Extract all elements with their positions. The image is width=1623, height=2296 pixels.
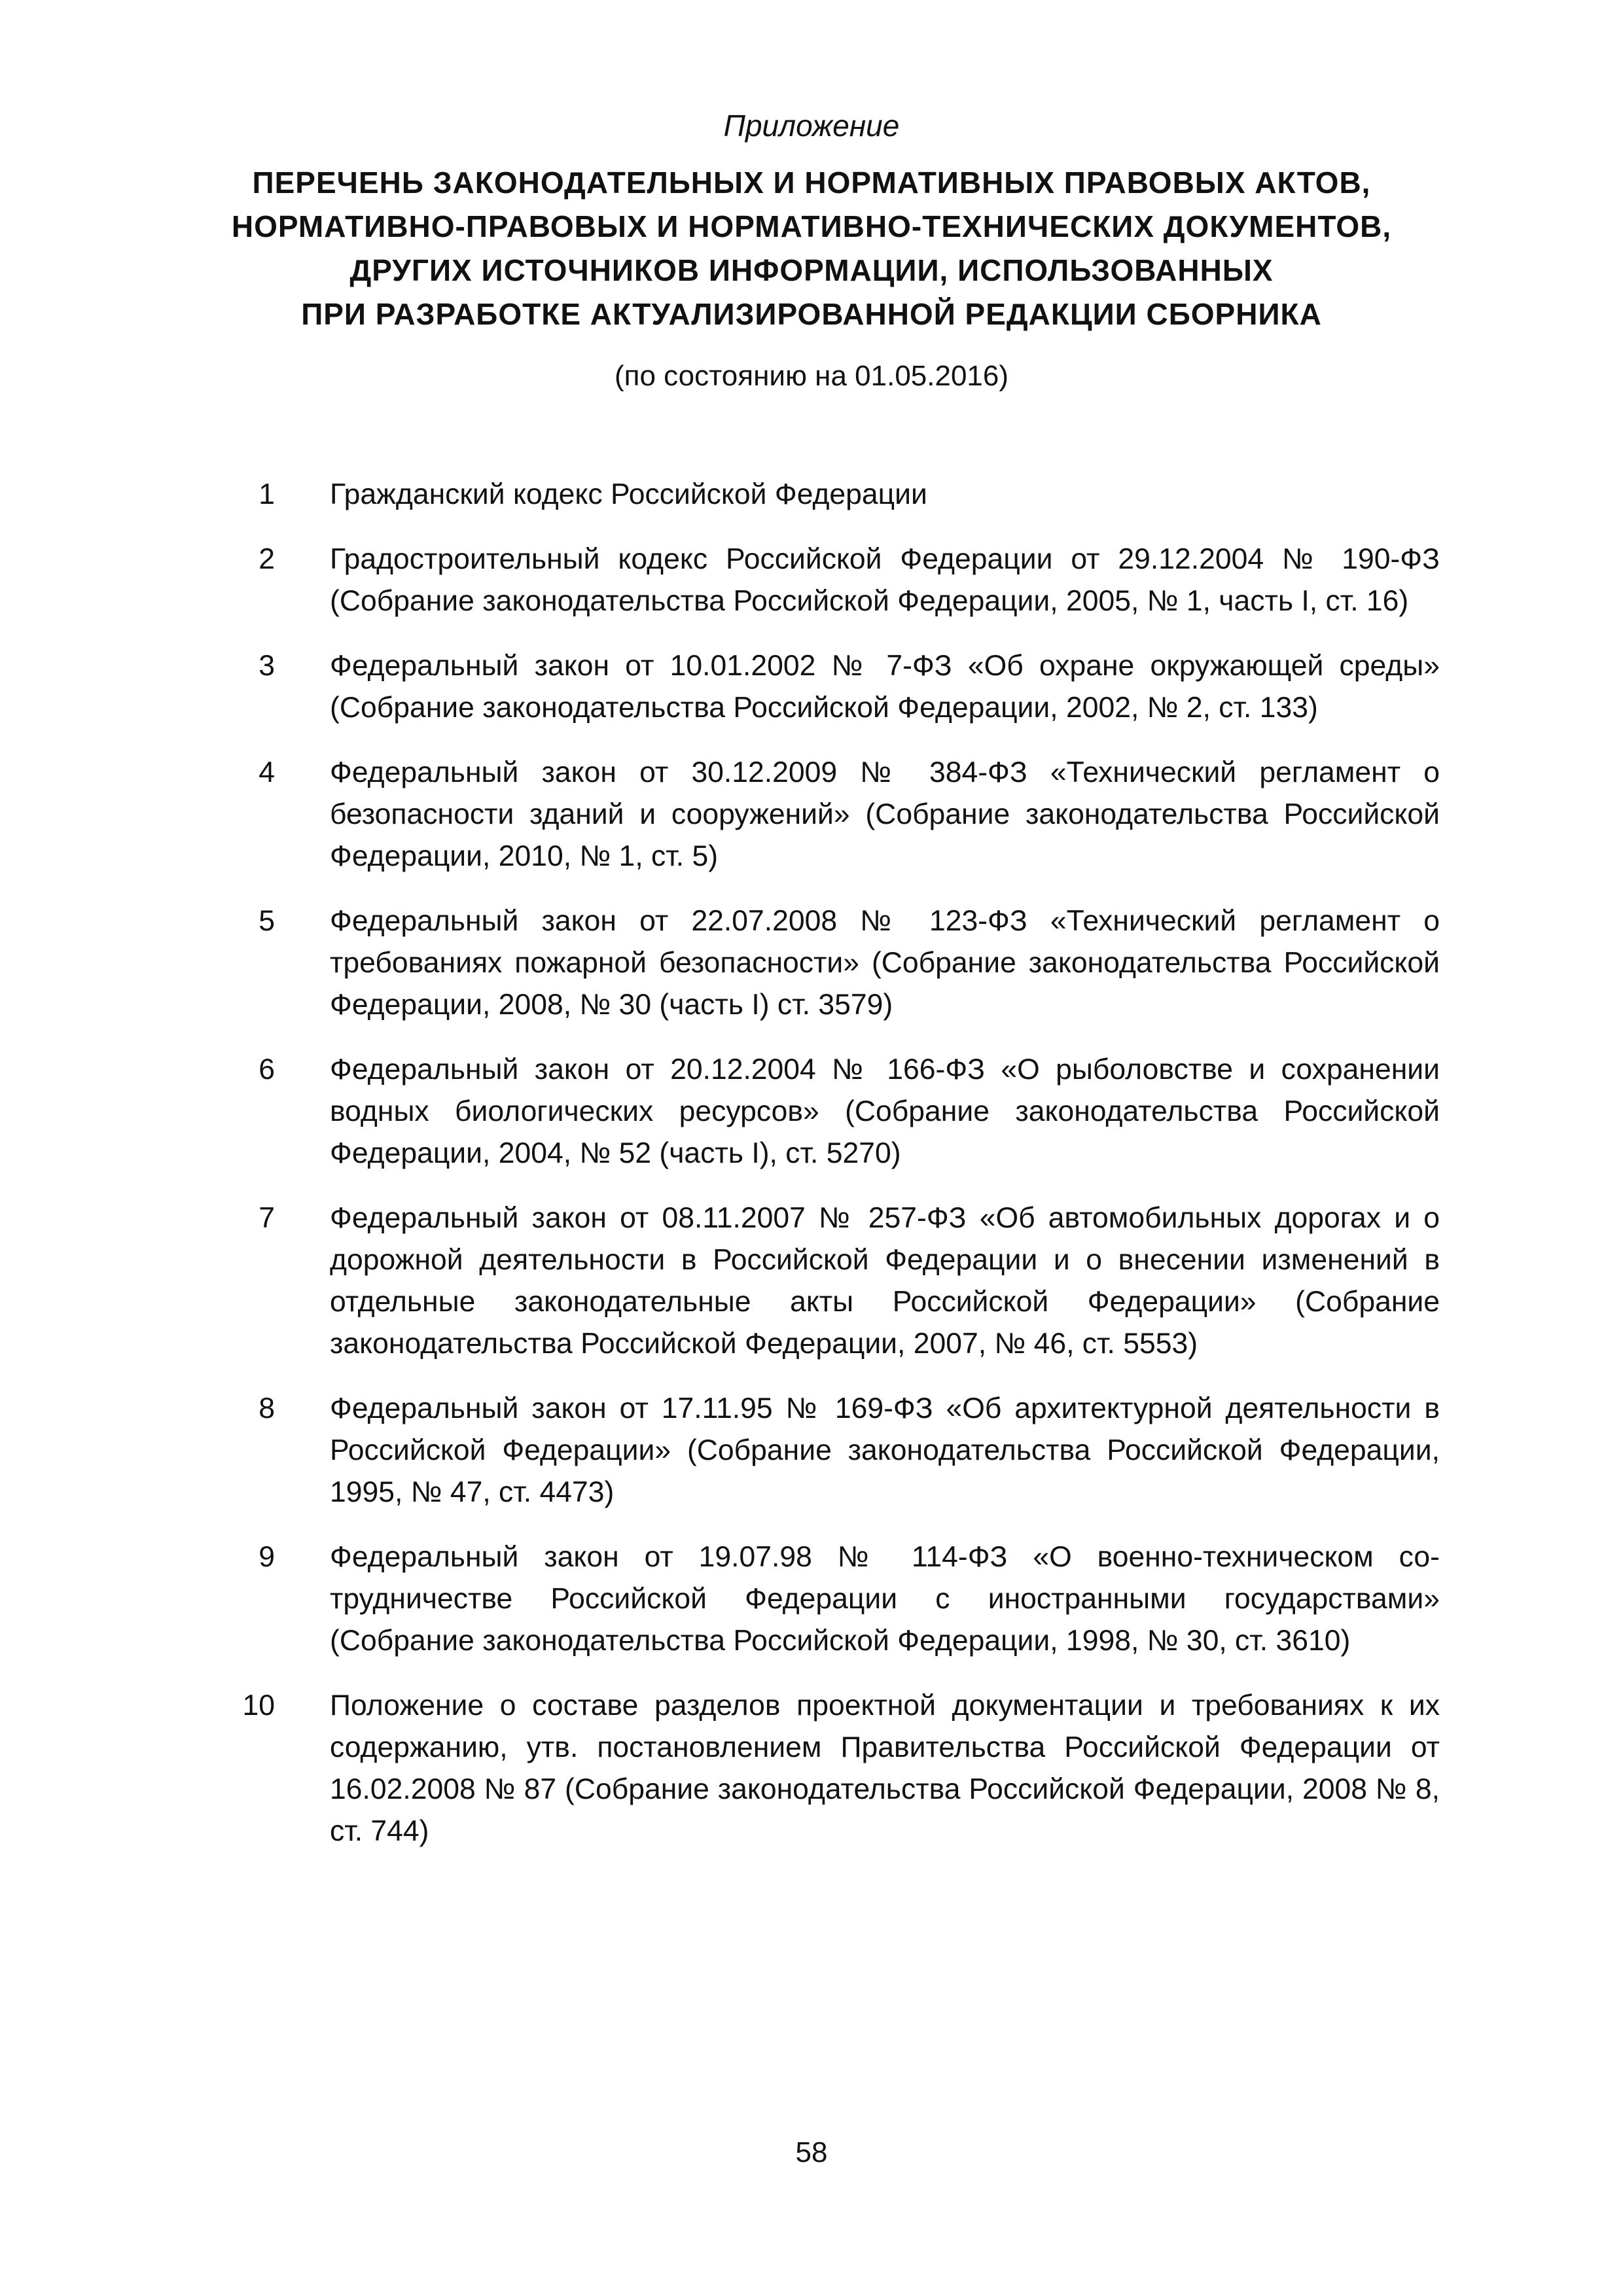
- item-number: 2: [259, 543, 275, 575]
- item-number: 9: [259, 1541, 275, 1573]
- item-number: 4: [259, 756, 275, 788]
- item-text: Положение о составе разделов проектной документации и требованиях к их содержанию, утв. постановлением Правительства Российской Федерации от 16.02.2008 № 87 (Собрание законодательства Российской Федерации, 2008 № 8, ст. 744): [330, 1689, 1440, 1847]
- list-item: [236, 539, 1440, 622]
- item-text: Федеральный закон от 19.07.98 № 114-ФЗ «О военно-техническом сотрудничестве Российской Федерации с иностранными государствами» (Собрание законодательства Российской Федерации, 1998, № 30, ст. 3610): [330, 1541, 1440, 1657]
- list-item: [236, 645, 1440, 729]
- list-item: [236, 752, 1440, 877]
- list-item: [236, 1049, 1440, 1174]
- list-item: [236, 900, 1440, 1026]
- document-title: [0, 161, 1623, 336]
- title-line: ПЕРЕЧЕНЬ ЗАКОНОДАТЕЛЬНЫХ И НОРМАТИВНЫХ ПРАВОВЫХ АКТОВ,: [252, 166, 1371, 200]
- page-number: 58: [795, 2136, 828, 2168]
- item-number: 6: [259, 1053, 275, 1086]
- list-item: [236, 1388, 1440, 1513]
- list-item: [236, 1536, 1440, 1662]
- item-number: 10: [242, 1689, 275, 1722]
- title-line: ДРУГИХ ИСТОЧНИКОВ ИНФОРМАЦИИ, ИСПОЛЬЗОВАННЫХ: [349, 253, 1274, 287]
- title-line: НОРМАТИВНО-ПРАВОВЫХ И НОРМАТИВНО-ТЕХНИЧЕСКИХ ДОКУМЕНТОВ,: [231, 209, 1392, 243]
- item-number: 5: [259, 905, 275, 937]
- item-text: Федеральный закон от 20.12.2004 № 166-ФЗ «О рыболовстве и сохранении водных биологических ресурсов» (Собрание законодательства Российской Федерации, 2004, № 52 (часть I), ст. 5270): [330, 1053, 1440, 1169]
- item-text: Федеральный закон от 10.01.2002 № 7-ФЗ «Об охране окружающей среды» (Собрание законодательства Российской Федерации, 2002, № 2, ст. 133): [330, 650, 1440, 724]
- item-number: 1: [259, 478, 275, 510]
- sources-list: [236, 474, 1440, 1875]
- list-item: [236, 474, 1440, 516]
- document-subtitle: (по состоянию на 01.05.2016): [614, 360, 1009, 392]
- item-number: 3: [259, 650, 275, 682]
- item-number: 8: [259, 1392, 275, 1424]
- item-text: Федеральный закон от 22.07.2008 № 123-ФЗ «Технический регламент о требованиях пожарной безопасности» (Собрание законодательства Российской Федерации, 2008, № 30 (часть I) ст. 3579): [330, 905, 1440, 1021]
- item-text: Федеральный закон от 30.12.2009 № 384-ФЗ «Технический регламент о безопасности зданий и сооружений» (Собрание законодательства Российской Федерации, 2010, № 1, ст. 5): [330, 756, 1440, 872]
- item-text: Гражданский кодекс Российской Федерации: [330, 478, 927, 510]
- appendix-label: Приложение: [723, 109, 900, 143]
- item-text: Градостроительный кодекс Российской Федерации от 29.12.2004 № 190-ФЗ (Собрание законодательства Российской Федерации, 2005, № 1, часть I, ст. 16): [330, 543, 1440, 617]
- item-number: 7: [259, 1202, 275, 1234]
- list-item: [236, 1197, 1440, 1365]
- list-item: [236, 1685, 1440, 1852]
- title-line: ПРИ РАЗРАБОТКЕ АКТУАЛИЗИРОВАННОЙ РЕДАКЦИИ СБОРНИКА: [301, 297, 1322, 331]
- item-text: Федеральный закон от 08.11.2007 № 257-ФЗ «Об автомобильных дорогах и о дорожной деятельности в Российской Федерации и о внесении изменений в отдельные законодательные акты Российской Федерации» (Собрание законодательства Российской Федерации, 2007, № 46, ст. 5553): [330, 1202, 1440, 1360]
- item-text: Федеральный закон от 17.11.95 № 169-ФЗ «Об архитектурной деятельности в Российской Федерации» (Собрание законодательства Российской Федерации, 1995, № 47, ст. 4473): [330, 1392, 1440, 1508]
